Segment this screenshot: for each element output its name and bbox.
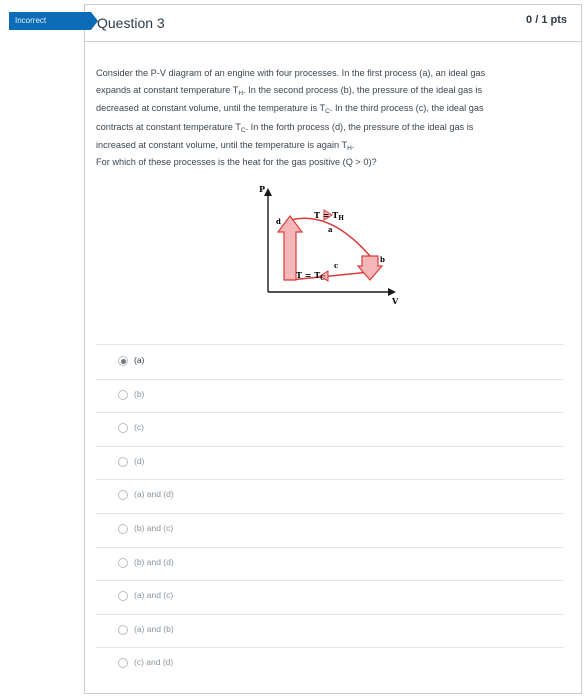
radio-button[interactable] bbox=[118, 524, 128, 534]
incorrect-badge: Incorrect bbox=[9, 12, 91, 30]
question-text bbox=[96, 65, 546, 155]
radio-button[interactable] bbox=[118, 625, 128, 635]
radio-button[interactable] bbox=[118, 390, 128, 400]
question-line-2: expands at constant temperature $T_H$. In the second process (b), the pressure of the ideal gas is bbox=[96, 85, 483, 98]
p-axis-label: P bbox=[259, 184, 266, 194]
answer-label: (a) and (d) bbox=[134, 489, 174, 500]
process-a-curve bbox=[290, 218, 370, 256]
question-line-3: decreased at constant volume, until the temperature is $T_C$. In the third process (c), the ideal gas bbox=[96, 103, 484, 116]
radio-button[interactable] bbox=[118, 558, 128, 568]
radio-button[interactable] bbox=[118, 591, 128, 601]
question-line-1: Consider the P-V diagram of an engine with four processes. In the first process (a), an ideal gas bbox=[96, 68, 486, 78]
process-c-label: c bbox=[334, 261, 339, 270]
question-prompt: For which of these processes is the heat for the gas positive (Q > 0)? bbox=[96, 157, 377, 167]
question-header bbox=[85, 5, 581, 42]
pv-diagram bbox=[250, 180, 410, 308]
process-b-arrow bbox=[358, 256, 382, 280]
answer-option[interactable] bbox=[96, 379, 564, 412]
process-b-label: b bbox=[380, 255, 385, 264]
p-axis-arrow bbox=[264, 188, 272, 196]
t-cold-label: $T = T_C$ bbox=[296, 270, 325, 282]
answer-label: (a) and (b) bbox=[134, 623, 174, 634]
answer-option[interactable] bbox=[96, 647, 564, 680]
answer-option[interactable] bbox=[96, 614, 564, 647]
answer-option[interactable] bbox=[96, 446, 564, 479]
question-line-4: contracts at constant temperature $T_C$. In the forth process (d), the pressure of the ideal gas is bbox=[96, 121, 474, 134]
radio-button[interactable] bbox=[118, 490, 128, 500]
badge-arrow bbox=[91, 12, 98, 30]
t-hot-label: $T = T_H$ bbox=[314, 210, 344, 222]
radio-button[interactable] bbox=[118, 356, 128, 366]
process-d-label: d bbox=[276, 217, 281, 226]
process-a-label: a bbox=[328, 225, 333, 234]
radio-button[interactable] bbox=[118, 457, 128, 467]
answer-option[interactable] bbox=[96, 412, 564, 445]
answer-label: (a) and (c) bbox=[134, 590, 174, 601]
answer-label: (b) bbox=[134, 388, 145, 399]
answer-label: (c) and (d) bbox=[134, 657, 174, 668]
question-line-5: increased at constant volume, until the temperature is again $T_H$. bbox=[96, 139, 355, 152]
answer-label: (b) and (c) bbox=[134, 523, 174, 533]
v-axis-label: V bbox=[392, 296, 399, 306]
answer-label: (a) bbox=[134, 355, 145, 365]
radio-button[interactable] bbox=[118, 423, 128, 433]
answer-option[interactable] bbox=[96, 345, 564, 378]
question-title: Question 3 bbox=[97, 15, 165, 31]
answer-option[interactable] bbox=[96, 513, 564, 546]
answer-label: (d) bbox=[134, 455, 145, 466]
answer-label: (b) and (d) bbox=[134, 556, 174, 567]
v-axis-arrow bbox=[388, 288, 396, 296]
answer-option[interactable] bbox=[96, 547, 564, 580]
answer-label: (c) bbox=[134, 422, 144, 433]
points-label: 0 / 1 pts bbox=[526, 14, 567, 26]
answer-option[interactable] bbox=[96, 479, 564, 512]
answer-option[interactable] bbox=[96, 580, 564, 613]
radio-button[interactable] bbox=[118, 658, 128, 668]
